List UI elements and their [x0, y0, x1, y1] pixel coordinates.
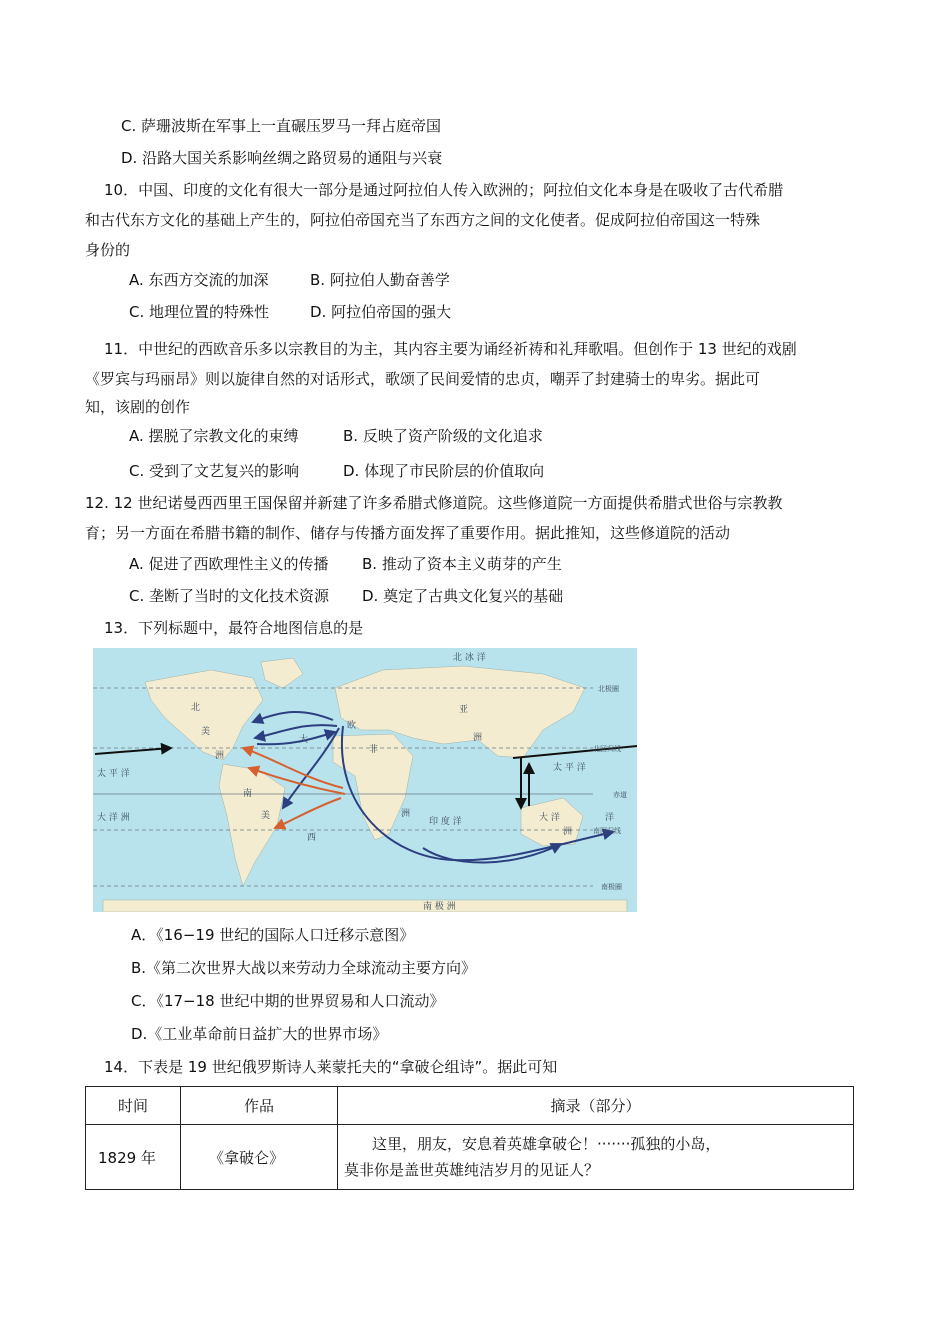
world-trade-map [93, 648, 637, 912]
excerpt-line1: 这里，朋友，安息着英雄拿破仑！·······孤独的小岛， [372, 1135, 721, 1153]
q10-option-b: B. 阿拉伯人勤奋善学 [310, 271, 450, 289]
q11-stem-line1: 11．中世纪的西欧音乐多以宗教目的为主，其内容主要为诵经祈祷和礼拜歌唱。但创作于 13 世纪的戏剧 [104, 340, 797, 358]
q9-option-c: C. 萨珊波斯在军事上一直碾压罗马一拜占庭帝国 [121, 117, 442, 135]
q12-option-a: A. 促进了西欧理性主义的传播 [129, 555, 329, 573]
table-header-excerpt: 摘录（部分） [338, 1087, 854, 1125]
q11-option-d: D. 体现了市民阶层的价值取向 [343, 462, 545, 480]
map-label-oceania: 大 洋 [539, 813, 560, 823]
q12-stem-line2: 育；另一方面在希腊书籍的制作、储存与传播方面发挥了重要作用。据此推知，这些修道院的活动 [85, 524, 731, 542]
q11-option-c: C. 受到了文艺复兴的影响 [129, 462, 300, 480]
q13-option-a: A．《16−19 世纪的国际人口迁移示意图》 [131, 926, 415, 944]
map-label-pacific-west: 太 平 洋 [97, 769, 130, 779]
map-label-antarctic-circle: 南极圈 [601, 883, 622, 891]
map-label-zhou-africa: 洲 [401, 809, 411, 819]
q10-option-d: D. 阿拉伯帝国的强大 [310, 303, 452, 321]
q10-option-c: C. 地理位置的特殊性 [129, 303, 270, 321]
q11-stem-line2: 《罗宾与玛丽昂》则以旋律自然的对话形式，歌颂了民间爱情的忠贞，嘲弄了封建骑士的卑劣。据此可 [85, 370, 761, 388]
map-label-asia: 亚 [459, 705, 469, 715]
map-label-zhou-asia: 洲 [473, 733, 483, 743]
map-label-tropic-cancer: 北回归线 [593, 745, 621, 753]
q11-option-a: A. 摆脱了宗教文化的束缚 [129, 427, 299, 445]
map-label-antarctica: 南 极 洲 [423, 902, 456, 912]
antarctica-land [103, 900, 627, 912]
poem-table [85, 1086, 854, 1190]
map-label-europe: 欧 [347, 721, 357, 731]
q10-option-a: A. 东西方交流的加深 [129, 271, 269, 289]
table-cell-excerpt [338, 1125, 854, 1190]
map-label-pacific-east: 太 平 洋 [553, 763, 586, 773]
map-label-ocean-s: 洋 [605, 813, 615, 823]
q13-stem: 13．下列标题中，最符合地图信息的是 [104, 619, 364, 637]
map-label-america-s: 美 [261, 811, 271, 821]
q9-option-d: D. 沿路大国关系影响丝绸之路贸易的通阻与兴衰 [121, 149, 443, 167]
q12-stem-line1: 12. 12 世纪诺曼西西里王国保留并新建了许多希腊式修道院。这些修道院一方面提供希腊式世俗与宗教教 [85, 494, 783, 512]
q11-stem-line3: 知，该剧的创作 [85, 398, 191, 416]
table-header-row [86, 1087, 854, 1125]
q11-option-b: B. 反映了资产阶级的文化追求 [343, 427, 543, 445]
excerpt-line2: 莫非你是盖世英雄纯洁岁月的见证人？ [344, 1161, 600, 1179]
map-label-atlantic-2: 西 [307, 833, 317, 843]
q13-option-d: D.《工业革命前日益扩大的世界市场》 [131, 1025, 388, 1043]
map-label-tropic-capricorn: 南回归线 [593, 827, 621, 835]
q10-stem-line1: 10．中国、印度的文化有很大一部分是通过阿拉伯人传入欧洲的；阿拉伯文化本身是在吸收了古代希腊 [104, 181, 784, 199]
table-header-work: 作品 [181, 1087, 338, 1125]
map-label-zhou-oceania: 洲 [563, 827, 573, 837]
map-label-atlantic: 大 [299, 735, 309, 745]
table-row [86, 1125, 854, 1190]
q12-option-d: D. 奠定了古典文化复兴的基础 [362, 587, 564, 605]
q10-stem-line3: 身份的 [85, 241, 131, 259]
q14-stem: 14．下表是 19 世纪俄罗斯诗人莱蒙托夫的“拿破仑组诗”。据此可知 [104, 1058, 558, 1076]
map-label-north-ice: 北 冰 洋 [453, 653, 486, 663]
q13-option-c: C．《17−18 世纪中期的世界贸易和人口流动》 [131, 992, 445, 1010]
map-label-pacific-west-2: 大 洋 洲 [97, 813, 130, 823]
map-label-indian: 印 度 洋 [429, 817, 462, 827]
q10-stem-line2: 和古代东方文化的基础上产生的，阿拉伯帝国充当了东西方之间的文化使者。促成阿拉伯帝国这一特殊 [85, 211, 761, 229]
map-label-arctic-circle: 北极圈 [598, 685, 619, 693]
map-label-equator: 赤道 [613, 791, 627, 799]
map-label-africa: 非 [369, 745, 379, 755]
map-label-zhou-n: 洲 [215, 751, 225, 761]
map-label-north: 北 [191, 703, 201, 713]
q13-option-b: B.《第二次世界大战以来劳动力全球流动主要方向》 [131, 959, 477, 977]
q12-option-c: C. 垄断了当时的文化技术资源 [129, 587, 330, 605]
table-cell-work: 《拿破仑》 [181, 1125, 338, 1190]
table-header-time: 时间 [86, 1087, 181, 1125]
map-label-south: 南 [243, 789, 253, 799]
map-label-america-n: 美 [201, 727, 211, 737]
q12-option-b: B. 推动了资本主义萌芽的产生 [362, 555, 562, 573]
table-cell-time: 1829 年 [86, 1125, 181, 1190]
